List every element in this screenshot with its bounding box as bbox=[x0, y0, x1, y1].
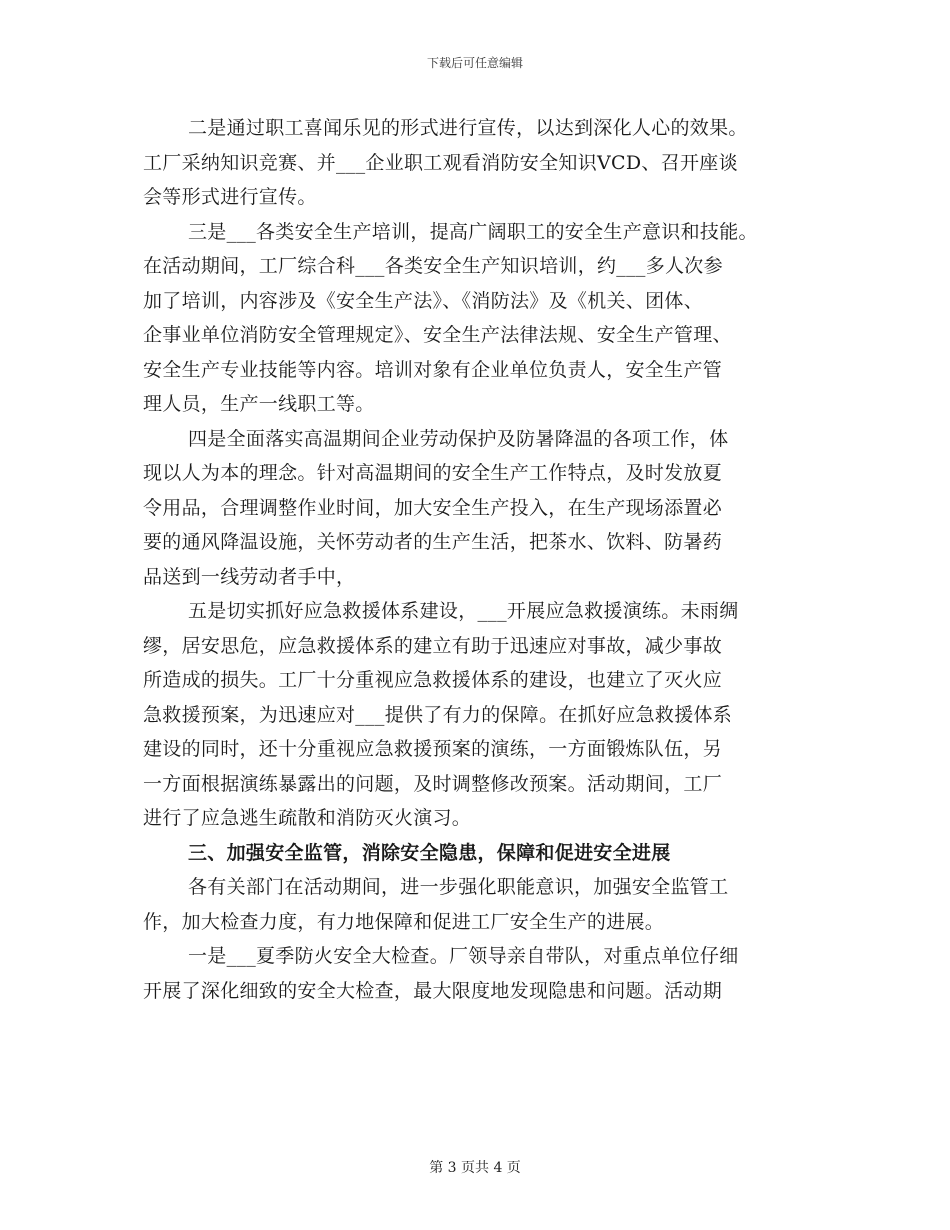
text-line: 一是___夏季防火安全大检查。厂领导亲自带队，对重点单位仔细 bbox=[188, 945, 739, 967]
text-line: 五是切实抓好应急救援体系建设，___开展应急救援演练。未雨绸 bbox=[188, 600, 739, 622]
text-line: 所造成的损失。工厂十分重视应急救援体系的建设，也建立了灭火应 bbox=[143, 669, 723, 691]
text-line: 缪，居安思危，应急救援体系的建立有助于迅速应对事故，减少事故 bbox=[143, 634, 723, 657]
text-line: 加了培训，内容涉及《安全生产法》、《消防法》及《机关、团体、 bbox=[143, 289, 704, 312]
text-line: 品送到一线劳动者手中， bbox=[143, 565, 356, 588]
text-line: 一方面根据演练暴露出的问题，及时调整修改预案。活动期间，工厂 bbox=[143, 772, 723, 795]
text-line: 各有关部门在活动期间，进一步强化职能意识，加强安全监管工 bbox=[188, 876, 729, 898]
text-line: 现以人为本的理念。针对高温期间的安全生产工作特点，及时发放夏 bbox=[143, 462, 723, 484]
page-footer: 第 3 页共 4 页 bbox=[429, 1160, 521, 1176]
text-line: 四是全面落实高温期间企业劳动保护及防暑降温的各项工作，体 bbox=[188, 427, 729, 450]
text-line: 会等形式进行宣传。 bbox=[143, 186, 317, 208]
text-line: 要的通风降温设施，关怀劳动者的生产生活，把茶水、饮料、防暑药 bbox=[143, 531, 723, 553]
text-line: 令用品，合理调整作业时间，加大安全生产投入，在生产现场添置必 bbox=[143, 496, 723, 519]
text-line: 工厂采纳知识竞赛、并___企业职工观看消防安全知识VCD、召开座谈 bbox=[143, 151, 738, 174]
text-line: 理人员，生产一线职工等。 bbox=[143, 393, 375, 415]
text-line: 建设的同时，还十分重视应急救援预案的演练，一方面锻炼队伍，另 bbox=[143, 738, 723, 760]
text-line: 三是___各类安全生产培训，提高广阔职工的安全生产意识和技能。 bbox=[188, 220, 758, 243]
document-body bbox=[143, 111, 815, 1008]
text-line: 在活动期间，工厂综合科___各类安全生产知识培训，约___多人次参 bbox=[143, 255, 723, 277]
page-header: 下载后可任意编辑 bbox=[426, 56, 523, 70]
text-line: 二是通过职工喜闻乐见的形式进行宣传，以达到深化人心的效果。 bbox=[188, 117, 748, 139]
text-line: 企事业单位消防安全管理规定》、安全生产法律法规、安全生产管理、 bbox=[143, 324, 732, 346]
text-line: 安全生产专业技能等内容。培训对象有企业单位负责人，安全生产管 bbox=[143, 358, 723, 381]
text-line: 急救援预案，为迅速应对___提供了有力的保障。在抓好应急救援体系 bbox=[143, 703, 733, 726]
text-line: 作，加大检查力度，有力地保障和促进工厂安全生产的进展。 bbox=[143, 910, 665, 933]
section-heading: 三、加强安全监管，消除安全隐患，保障和促进安全进展 bbox=[188, 841, 671, 864]
text-line: 进行了应急逃生疏散和消防灭火演习。 bbox=[143, 807, 472, 829]
text-line: 开展了深化细致的安全大检查，最大限度地发现隐患和问题。活动期 bbox=[143, 979, 723, 1002]
